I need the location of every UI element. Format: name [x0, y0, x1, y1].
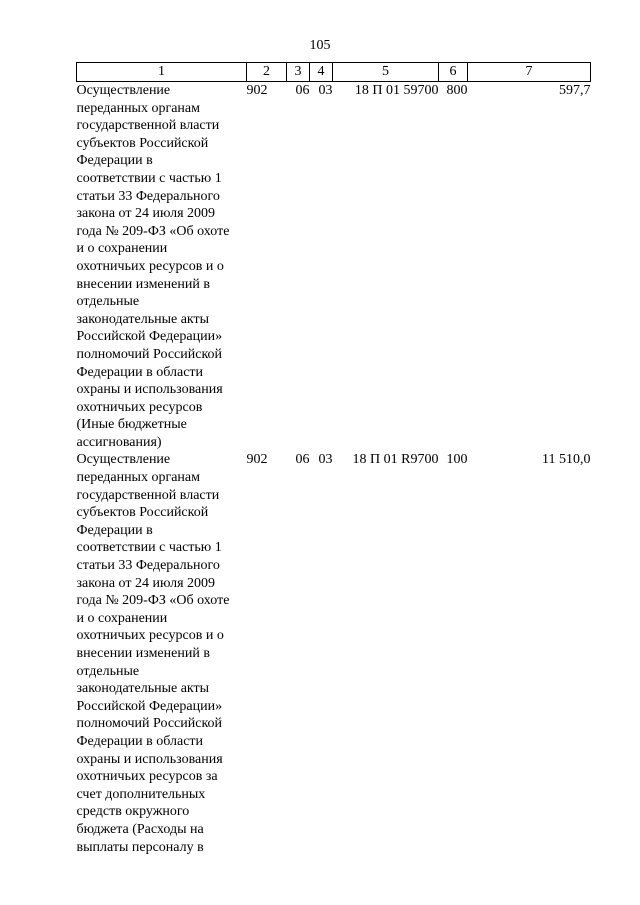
name-line: полномочий Российской	[76, 346, 223, 362]
name-line: Федерации в области	[76, 364, 204, 380]
expense-type-code: 100	[446, 452, 468, 468]
name-line: Российской Федерации»	[76, 329, 223, 345]
name-line: Федерации в	[76, 153, 153, 169]
name-line: и о сохранении	[76, 610, 168, 626]
name-line: года № 209-ФЗ «Об охоте	[76, 223, 230, 239]
name-line: охотничьих ресурсов и о	[76, 628, 224, 644]
name-line: государственной власти	[76, 487, 220, 503]
name-line: закона от 24 июля 2009	[76, 575, 216, 591]
target-article-code: 18 П 01 59700	[354, 83, 439, 98]
amount: 11 510,0	[542, 452, 591, 468]
name-line: выплаты персоналу в	[76, 839, 204, 855]
target-article-code: 18 П 01 R9700	[352, 452, 439, 468]
header-col-2: 2	[247, 63, 287, 82]
table-header	[77, 63, 591, 82]
ministry-code: 902	[246, 83, 268, 98]
name-line: закона от 24 июля 2009	[76, 206, 216, 222]
name-line: законодательные акты	[76, 311, 210, 327]
table-row	[77, 82, 591, 452]
expense-name-cell	[77, 82, 247, 452]
header-col-6: 6	[439, 63, 468, 82]
name-line: бюджета (Расходы на	[76, 821, 204, 837]
header-col-1: 1	[77, 63, 247, 82]
subsection-code: 03	[318, 452, 333, 468]
header-col-5: 5	[333, 63, 439, 82]
name-line: охотничьих ресурсов за	[76, 769, 218, 785]
name-line: (Иные бюджетные	[76, 417, 187, 433]
header-col-3: 3	[287, 63, 310, 82]
name-line: Российской Федерации»	[76, 698, 223, 714]
name-line: внесении изменений в	[76, 646, 210, 661]
name-line: соответствии с частью 1	[76, 540, 222, 556]
subsection-code: 03	[318, 83, 333, 98]
name-line: охраны и использования	[76, 751, 223, 767]
name-line: переданных органам	[76, 470, 200, 486]
name-line: ассигнования)	[76, 434, 162, 450]
expense-name-cell	[77, 451, 247, 856]
header-col-4: 4	[310, 63, 333, 82]
amount: 597,7	[559, 83, 591, 98]
name-line: охотничьих ресурсов	[76, 399, 203, 415]
name-line: статьи 33 Федерального	[76, 188, 220, 204]
name-line: Федерации в	[76, 522, 153, 538]
name-line: государственной власти	[76, 118, 220, 134]
name-line: субъектов Российской	[76, 135, 209, 151]
name-line: счет дополнительных	[76, 786, 206, 802]
name-line: и о сохранении	[76, 241, 168, 257]
expense-type-code: 800	[446, 83, 468, 98]
name-line: законодательные акты	[76, 681, 210, 697]
name-line: средств окружного	[76, 804, 190, 820]
name-line: Федерации в области	[76, 733, 204, 749]
name-line: соответствии с частью 1	[76, 170, 222, 186]
section-code: 06	[295, 452, 310, 468]
name-line: года № 209-ФЗ «Об охоте	[76, 593, 230, 609]
name-line: полномочий Российской	[76, 716, 223, 732]
name-line: Осуществление	[76, 83, 171, 98]
header-col-7: 7	[468, 63, 591, 82]
page-number: 105	[309, 38, 331, 53]
name-line: отдельные	[76, 294, 140, 310]
name-line: Осуществление	[76, 452, 171, 468]
ministry-code: 902	[246, 452, 268, 468]
name-line: субъектов Российской	[76, 505, 209, 521]
name-line: переданных органам	[76, 100, 200, 116]
table-body	[77, 82, 591, 857]
name-line: отдельные	[76, 663, 140, 679]
header-row	[77, 63, 591, 82]
name-line: статьи 33 Федерального	[76, 558, 220, 574]
name-line: внесении изменений в	[76, 276, 210, 292]
section-code: 06	[295, 83, 310, 98]
name-line: охраны и использования	[76, 382, 223, 398]
table-row	[77, 451, 591, 856]
budget-table	[76, 62, 591, 856]
name-line: охотничьих ресурсов и о	[76, 258, 224, 274]
